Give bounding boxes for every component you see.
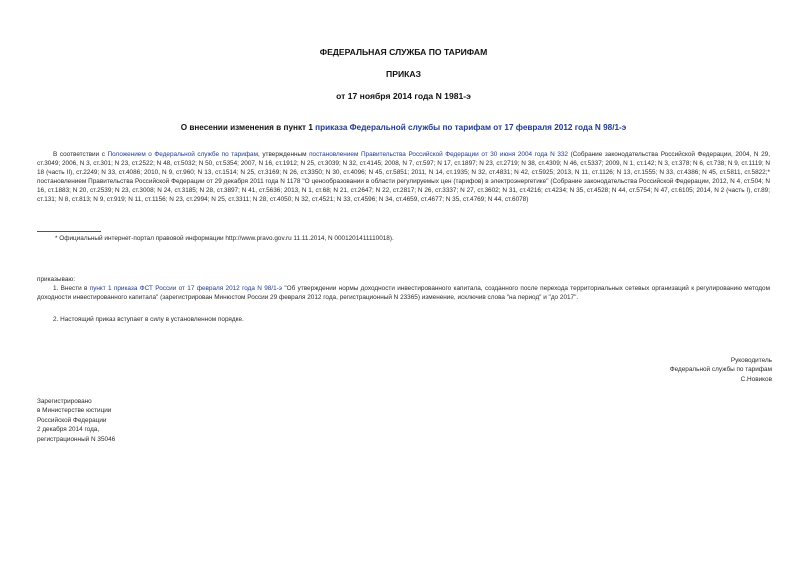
regulation-link[interactable]: Положением о Федеральной службе по тарифам [107, 151, 258, 158]
preamble-text-2: , утвержденным [257, 151, 310, 158]
item-1 [37, 285, 770, 303]
footnote: * Официальный интернет-портал правовой информации http://www.pravo.gov.ru 11.11.2014, N 0001201411110018). [55, 235, 394, 242]
resolution-link[interactable]: постановлением Правительства Российской Федерации от 30 июня 2004 года N 332 [309, 151, 568, 158]
doc-date-number: от 17 ноября 2014 года N 1981-э [336, 91, 471, 101]
doc-title [40, 123, 767, 132]
order-word: приказываю: [37, 276, 75, 283]
signature-line-3: С.Новиков [740, 375, 772, 383]
agency-name: ФЕДЕРАЛЬНАЯ СЛУЖБА ПО ТАРИФАМ [319, 47, 488, 57]
item-1-link[interactable]: пункт 1 приказа ФСТ России от 17 февраля 2012 года N 98/1-э [89, 285, 283, 292]
preamble-text-1: В соответствии с [53, 151, 108, 158]
item-1-text-2: "Об утверждении нормы доходности инвестированного капитала, созданного после перехода территориальных сетевых организаций к регулированию методом доходности инвестированного капитала" (зарегистрирован Минюстом России 29 февраля 2012 года, регистрационный N 23365) изменение, исключив слова "на период" и "до 2017". [37, 285, 770, 301]
footnote-divider [37, 231, 101, 232]
registration-line-5: регистрационный N 35046 [37, 435, 116, 443]
signature-line-1: Руководитель [730, 357, 772, 364]
signature-block [512, 356, 772, 384]
title-prefix: О внесении изменения в пункт 1 [180, 123, 316, 132]
signature-line-2: Федеральной службы по тарифам [669, 366, 772, 374]
registration-line-1: Зарегистрировано [37, 398, 92, 405]
title-link[interactable]: приказа Федеральной службы по тарифам от 17 февраля 2012 года N 98/1-э [315, 123, 627, 132]
preamble-text-3: (Собрание законодательства Российской Федерации, 2004, N 29, ст.3049; 2006, N 3, ст.301; N 23, ст.2522; N 48, ст.5032; N 50, ст.5354; 2007, N 16, ст.1912; N 25, ст.3039; N 32, ст.4145; 2008, N 7, ст.597; N 17, ст.1897; N 23, ст.2719; N 38, ст.4309; N 46, ст.5337; 2009, N 1, ст.142; N 3, ст.378; N 6, ст.738; N 9, ст.1119; N 18 (часть II), ст.2249; N 33, ст.4086; 2010, N 9, ст.960; N 13, ст.1514; N 25, ст.3169; N 26, ст.3350; N 30, ст.4096; N 45, ст.5851; 2011, N 14, ст.1935; N 32, ст.4831; N 42, ст.5925; 2013, N 11, ст.1126; N 13, ст.1555; N 33, ст.4386; N 45, ст.5811, ст.5822;* постановлением Правительства Российской Федерации от 29 декабря 2011 года N 1178 "О ценообразовании в области регулируемых цен (тарифов) в электроэнергетике" (Собрание законодательства Российской Федерации, 2012, N 4, ст.504; N 16, ст.1883; N 20, ст.2539; N 23, ст.3008; N 24, ст.3185; N 28, ст.3897; N 41, ст.5636; 2013, N 1, ст.68; N 21, ст.2647; N 22, ст.2817; N 26, ст.3337; N 27, ст.3602; N 31, ст.4216; ст.4234; N 35, ст.4528; N 44, ст.5754; N 47, ст.6105; 2014, N 2 (часть I), ст.89; ст.131; N 8, ст.813; N 9, ст.919; N 11, ст.1156; N 23, ст.2994; N 25, ст.3311; N 28, ст.4050; N 32, ст.4521; N 33, ст.4596; N 34, ст.4659, ст.4677; N 35, ст.4769; N 44, ст.6078) [37, 151, 770, 203]
item-1-text-1: 1. Внести в [53, 285, 90, 292]
item-2: 2. Настоящий приказ вступает в силу в установленном порядке. [53, 316, 244, 323]
registration-line-4: 2 декабря 2014 года, [37, 426, 100, 434]
registration-line-2: в Министерстве юстиции [37, 407, 112, 415]
registration-block [37, 397, 237, 444]
preamble-paragraph [37, 151, 770, 204]
doc-type: ПРИКАЗ [386, 69, 421, 79]
registration-line-3: Российской Федерации [37, 416, 107, 424]
